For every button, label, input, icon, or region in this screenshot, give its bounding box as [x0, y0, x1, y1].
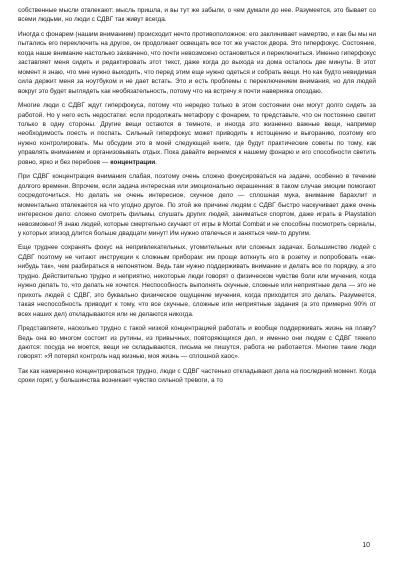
paragraph-4-text: При СДВГ концентрация внимания слабая, поэтому очень сложно фокусироваться на задаче, особенно в течение долгого времени. Впрочем, если задача интересная или эмоционально окрашенная: в таком случае эмоции помогают сосредоточиться. Но делать не очень интересное, скучное дело — сплошная мука, внимание барахлит и моментально отвлекается на что угодно другое. По этой же причине людям с СДВГ быстро наскучивает даже очень интересное дело: сложно смотреть фильмы, слушать других людей, заниматься спортом, даже играть в Playstation невозможно! Я знаю людей, которые смертельно скучают от игры в Mortal Combat и не способны посмотреть сериалы, у которых эпизод длится больше двадцати минут! Им нужно отвлечься и заняться чем-то другим. [18, 173, 376, 237]
paragraph-3-tail: . [155, 158, 157, 166]
paragraph-1 [18, 6, 376, 25]
paragraph-6 [18, 324, 376, 362]
paragraph-2 [18, 30, 376, 96]
document-page [18, 6, 376, 546]
paragraph-3-text: Многие люди с СДВГ ждут гиперфокуса, потому что нередко только в этом состоянии они могут долго сидеть за работой. Но у него есть недостатки: если продолжать метафору с фонарем, то представьте, что он постоянно светит только в одну стороны. Другие вещи остаются в темноте, и иногда это жизненно важные вещи, например необходимость поесть и поспать. Сильный гиперфокус может приводить к истощению и выгоранию, поэтому его нужно контролировать. Мы обсудим это в моей следующей книге, где будут практические советы по тому, как управлять вниманием и организовывать отдых. Пока давайте вернемся к нашему фонарю и его способности светить ровно, ярко и без перебоев — [18, 102, 376, 166]
paragraph-5 [18, 243, 376, 319]
paragraph-2-text: Иногда с фонарем (нашим вниманием) происходит нечто противоположное: его заклинивает намертво, и как бы мы ни пытались его переключить на другое, он продолжает освещать все тот же участок двора. Это гиперфокус. Состояние, когда наше внимание настолько захвачено, что почти невозможно остановиться и переключиться. Именно гиперфокус заставляет меня сидеть и редактировать этот текст, даже когда до выхода из дома осталось две минуты. В этот момент я знаю, что мне нужно выходить, что перед этим еще нужно одеться и собрать вещи. Но как будто невидимая сила держит меня за ноутбуком и не дает встать. Это и есть проблемы с переключением внимания, но для людей вокруг это будет выглядеть как необязательность, потому что на встречу я почти наверняка опоздаю. [18, 30, 376, 95]
paragraph-7-text: Так как намеренно концентрироваться трудно, люди с СДВГ частенько откладывают дела на последний момент. Когда сроки горят, у большинства возникает чувство сильной тревоги, а то [18, 367, 376, 385]
page-number: 10 [362, 542, 370, 549]
paragraph-4 [18, 172, 376, 238]
paragraph-1-text: собственные мысли отвлекают: мысль пришла, и вы тут же забыли, о чем думали до нее. Разумеется, это бывает со всеми людьми, но люди с СДВГ так живут всегда. [18, 7, 376, 24]
paragraph-6-text: Представляете, насколько трудно с такой низкой концентрацией работать и вообще поддерживать жизнь на плаву? Ведь она во многом состоит из рутины, из привычных, повторяющихся дел, и именно они людям с СДВГ тяжело даются: посуда не моется, вещи не складываются, письма не пишутся, работа не работается. Многие такие люди говорят: «Я потерял контроль над жизнью, моя жизнь — сплошной хаос». [18, 325, 376, 361]
paragraph-7 [18, 367, 376, 386]
paragraph-5-text: Еще труднее сохранять фокус на непривлекательных, утомительных или сложных задачах. Большинство людей с СДВГ поэтому не читают инструкции к сложным приборам: им проще воткнуть его в розетку и попробовать «как-нибудь так», чем разбираться в непонятном. Ведь там нужно поддерживать внимание и делать все по порядку, а это трудно. Действительно трудно и неприятно, некоторые люди говорят о физическом чувстве боли или мучения, когда нужно делать то, что делать не хочется. Неспособность выполнять скучные, сложные или неприятные дела — это не прихоть людей с СДВГ, это буквально физическое ощущение мучения, когда приходится это делать. Разумеется, такая неспособность приводит к тому, что все скучные, сложные или неприятные задания (а это примерно 90% от всех наших дел) откладываются или не делаются никогда. [18, 244, 376, 318]
paragraph-3-emphasis: концентрации [110, 158, 156, 166]
paragraph-3 [18, 101, 376, 167]
